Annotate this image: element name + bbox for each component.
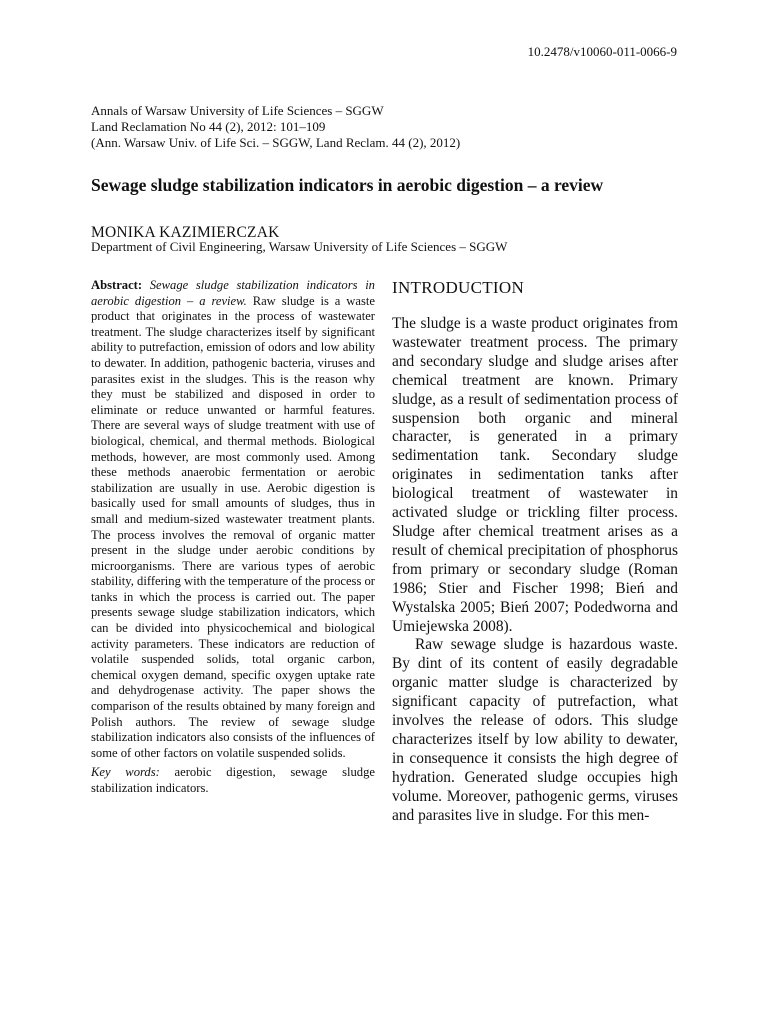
- abstract-title: Sewage sludge stabilization indicators in aerobic digestion – a review.: [91, 278, 375, 308]
- abstract-label: Abstract:: [91, 278, 143, 292]
- keywords-label: Key words:: [91, 765, 160, 780]
- journal-issue: Land Reclamation No 44 (2), 2012: 101–109: [91, 119, 326, 134]
- author-name: MONIKA KAZIMIERCZAK: [91, 224, 280, 241]
- introduction-paragraph: The sludge is a waste product originates from wastewater treatment process. The primary and secondary sludge and sludge arises after chemical treatment are known. Primary sludge, as a result of sedimentation process of suspension both organic and mineral character, is generated in a primary sedimentation tank. Secondary sludge originates in sedimentation tanks after biological treatment of wastewater in activated sludge or trickling filter process. Sludge after chemical treatment arises as a result of chemical precipitation of phosphorus from primary or secondary sludge (Roman 1986; Stier and Fischer 1998; Bień and Wystalska 2005; Bień 2007; Podedworna and Umiejewska 2008).: [392, 315, 678, 635]
- keywords-text: aerobic digestion, sewage sludge stabilization indicators.: [91, 765, 375, 795]
- author-affiliation: Department of Civil Engineering, Warsaw University of Life Sciences – SGGW: [91, 239, 508, 254]
- journal-name: Annals of Warsaw University of Life Sciences – SGGW: [91, 103, 384, 118]
- keywords: [91, 765, 375, 796]
- abstract-column: [91, 278, 375, 797]
- introduction-paragraph: Raw sewage sludge is hazardous waste. By dint of its content of easily degradable organic matter sludge is characterized by significant capacity of putrefaction, what involves the release of odors. This sludge characterizes itself by low ability to dewater, in consequence it consists the high degree of hydration. Generated sludge occupies high volume. Moreover, pathogenic germs, viruses and parasites live in sludge. For this men-: [392, 636, 678, 824]
- doi: 10.2478/v10060-011-0066-9: [527, 44, 677, 59]
- abstract: [91, 278, 375, 761]
- journal-abbreviation: (Ann. Warsaw Univ. of Life Sci. – SGGW, Land Reclam. 44 (2), 2012): [91, 135, 461, 150]
- paper-title: Sewage sludge stabilization indicators in aerobic digestion – a review: [91, 175, 604, 195]
- abstract-text: Raw sludge is a waste product that originates in the process of wastewater treatment. The sludge characterizes itself by significant ability to putrefaction, emission of odors and low ability to dewater. In addition, pathogenic bacteria, viruses and parasites exist in the sludges. This is the reason why they must be stabilized and disposed in order to eliminate or reduce unwanted or harmful features. There are several ways of sludge treatment with use of biological, chemical, and thermal methods. Biological methods, however, are most commonly used. Among these methods anaerobic fermentation or aerobic stabilization are usually in use. Aerobic digestion is basically used for small amounts of sludges, thus in small and medium-sized wastewater treatment plants. The process involves the removal of organic matter present in the sludge under aerobic conditions by microorganisms. There are various types of aerobic stability, differing with the temperature of the process or tanks in which the process is carried out. The paper presents sewage sludge stabilization indicators, which can be divided into physicochemical and biological activity parameters. These indicators are reduction of volatile suspended solids, total organic carbon, chemical oxygen demand, specific oxygen uptake rate and dehydrogenase activity. The paper shows the comparison of the results obtained by many foreign and Polish authors. The review of sewage sludge stabilization indicators also consists of the influences of some of other factors on volatile suspended solids.: [91, 293, 375, 760]
- introduction-column: [392, 278, 678, 825]
- introduction-heading: INTRODUCTION: [392, 278, 525, 297]
- journal-header: [91, 103, 691, 151]
